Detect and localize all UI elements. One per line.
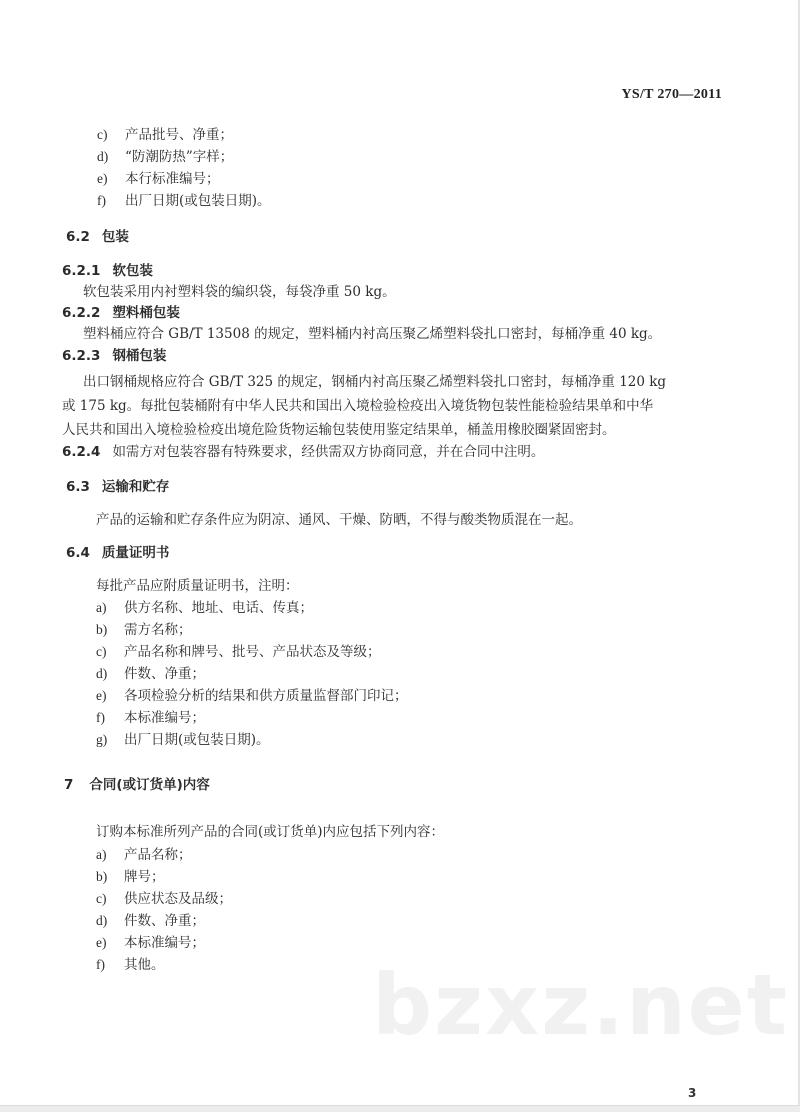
list-item [97, 192, 271, 210]
section-heading [64, 776, 210, 794]
list-label: c) [96, 644, 107, 659]
paragraph: 产品的运输和贮存条件应为阴凉、通风、干燥、防晒，不得与酸类物质混在一起。 [96, 512, 582, 528]
section-number: 6.3 [66, 479, 90, 495]
list-item [96, 846, 192, 864]
list-label: c) [97, 127, 108, 142]
page-number: 3 [688, 1086, 697, 1100]
section-number: 6.4 [66, 545, 90, 561]
list-item [96, 599, 313, 617]
list-text: 出厂日期(或包装日期)。 [124, 732, 270, 748]
section-title: 运输和贮存 [101, 479, 170, 495]
list-text: 件数、净重； [124, 913, 205, 929]
list-label: d) [97, 149, 109, 164]
list-text: 各项检验分析的结果和供方质量监督部门印记； [124, 688, 408, 704]
list-text: 产品批号、净重； [125, 127, 233, 143]
list-text: 产品名称； [124, 847, 192, 863]
section-number: 6.2 [66, 229, 90, 245]
subsection-paragraph [62, 443, 544, 461]
list-item [97, 148, 233, 166]
list-label: a) [96, 847, 107, 862]
section-heading [66, 228, 129, 246]
list-text: “防潮防热”字样； [125, 149, 234, 165]
list-label: d) [96, 666, 108, 681]
list-text: 本行标准编号； [125, 171, 220, 187]
list-label: g) [96, 732, 108, 747]
section-title: 塑料桶包装 [112, 305, 180, 321]
list-item [96, 890, 232, 908]
section-title: 软包装 [112, 263, 153, 279]
list-text: 牌号； [124, 869, 165, 885]
standard-code: YS/T 270—2011 [621, 87, 722, 102]
list-text: 件数、净重； [124, 666, 205, 682]
list-label: b) [96, 869, 108, 884]
paragraph: 如需方对包装容器有特殊要求，经供需双方协商同意，并在合同中注明。 [112, 444, 545, 460]
section-number: 6.2.2 [62, 305, 101, 321]
list-text: 其他。 [124, 957, 165, 973]
list-text: 产品名称和牌号、批号、产品状态及等级； [124, 644, 381, 660]
paragraph-line: 人民共和国出入境检验检疫出境危险货物运输包装使用鉴定结果单，桶盖用橡胶圈紧固密封。 [62, 422, 616, 438]
list-text: 供应状态及品级； [124, 891, 232, 907]
list-label: b) [96, 622, 108, 637]
paragraph-line: 或 175 kg。每批包装桶附有中华人民共和国出入境检验检疫出入境货物包装性能检验结果单和中华 [62, 398, 654, 414]
subsection-heading [62, 304, 180, 322]
list-label: a) [96, 600, 107, 615]
section-number: 6.2.1 [62, 263, 101, 279]
list-item [96, 643, 381, 661]
list-item [96, 621, 192, 639]
list-text: 本标准编号； [124, 710, 205, 726]
section-number: 6.2.3 [62, 348, 101, 364]
section-title: 钢桶包装 [112, 348, 167, 364]
list-label: f) [96, 710, 105, 725]
list-text: 出厂日期(或包装日期)。 [125, 193, 271, 209]
list-item [97, 126, 233, 144]
list-item [96, 709, 205, 727]
list-label: d) [96, 913, 108, 928]
paragraph: 每批产品应附质量证明书，注明： [96, 578, 299, 594]
section-title: 质量证明书 [101, 545, 170, 561]
section-heading [66, 544, 169, 562]
section-title: 包装 [101, 229, 129, 245]
page-edge [0, 1105, 800, 1112]
paragraph: 软包装采用内衬塑料袋的编织袋，每袋净重 50 kg。 [83, 284, 396, 300]
list-label: e) [96, 935, 107, 950]
list-item [96, 912, 205, 930]
list-text: 需方名称； [124, 622, 192, 638]
list-item [96, 934, 205, 952]
list-item [96, 687, 408, 705]
list-label: e) [97, 171, 108, 186]
list-label: f) [96, 957, 105, 972]
section-number: 7 [64, 777, 74, 793]
section-title: 合同(或订货单)内容 [89, 777, 210, 793]
list-item [96, 956, 165, 974]
section-heading [66, 478, 169, 496]
section-number: 6.2.4 [62, 444, 101, 460]
list-item [96, 731, 270, 749]
list-label: f) [97, 193, 106, 208]
paragraph-line: 出口钢桶规格应符合 GB/T 325 的规定，钢桶内衬高压聚乙烯塑料袋扎口密封，每桶净重 120 kg [83, 374, 667, 390]
paragraph: 订购本标准所列产品的合同(或订货单)内应包括下列内容： [96, 824, 445, 840]
subsection-heading [62, 347, 166, 365]
list-text: 供方名称、地址、电话、传真； [124, 600, 313, 616]
list-item [96, 868, 165, 886]
list-item [97, 170, 220, 188]
list-label: c) [96, 891, 107, 906]
list-label: e) [96, 688, 107, 703]
list-text: 本标准编号； [124, 935, 205, 951]
subsection-heading [62, 262, 153, 280]
paragraph: 塑料桶应符合 GB/T 13508 的规定，塑料桶内衬高压聚乙烯塑料袋扎口密封，每桶净重 40 kg。 [83, 326, 662, 342]
list-item [96, 665, 205, 683]
watermark: bzxz.net [372, 956, 789, 1054]
